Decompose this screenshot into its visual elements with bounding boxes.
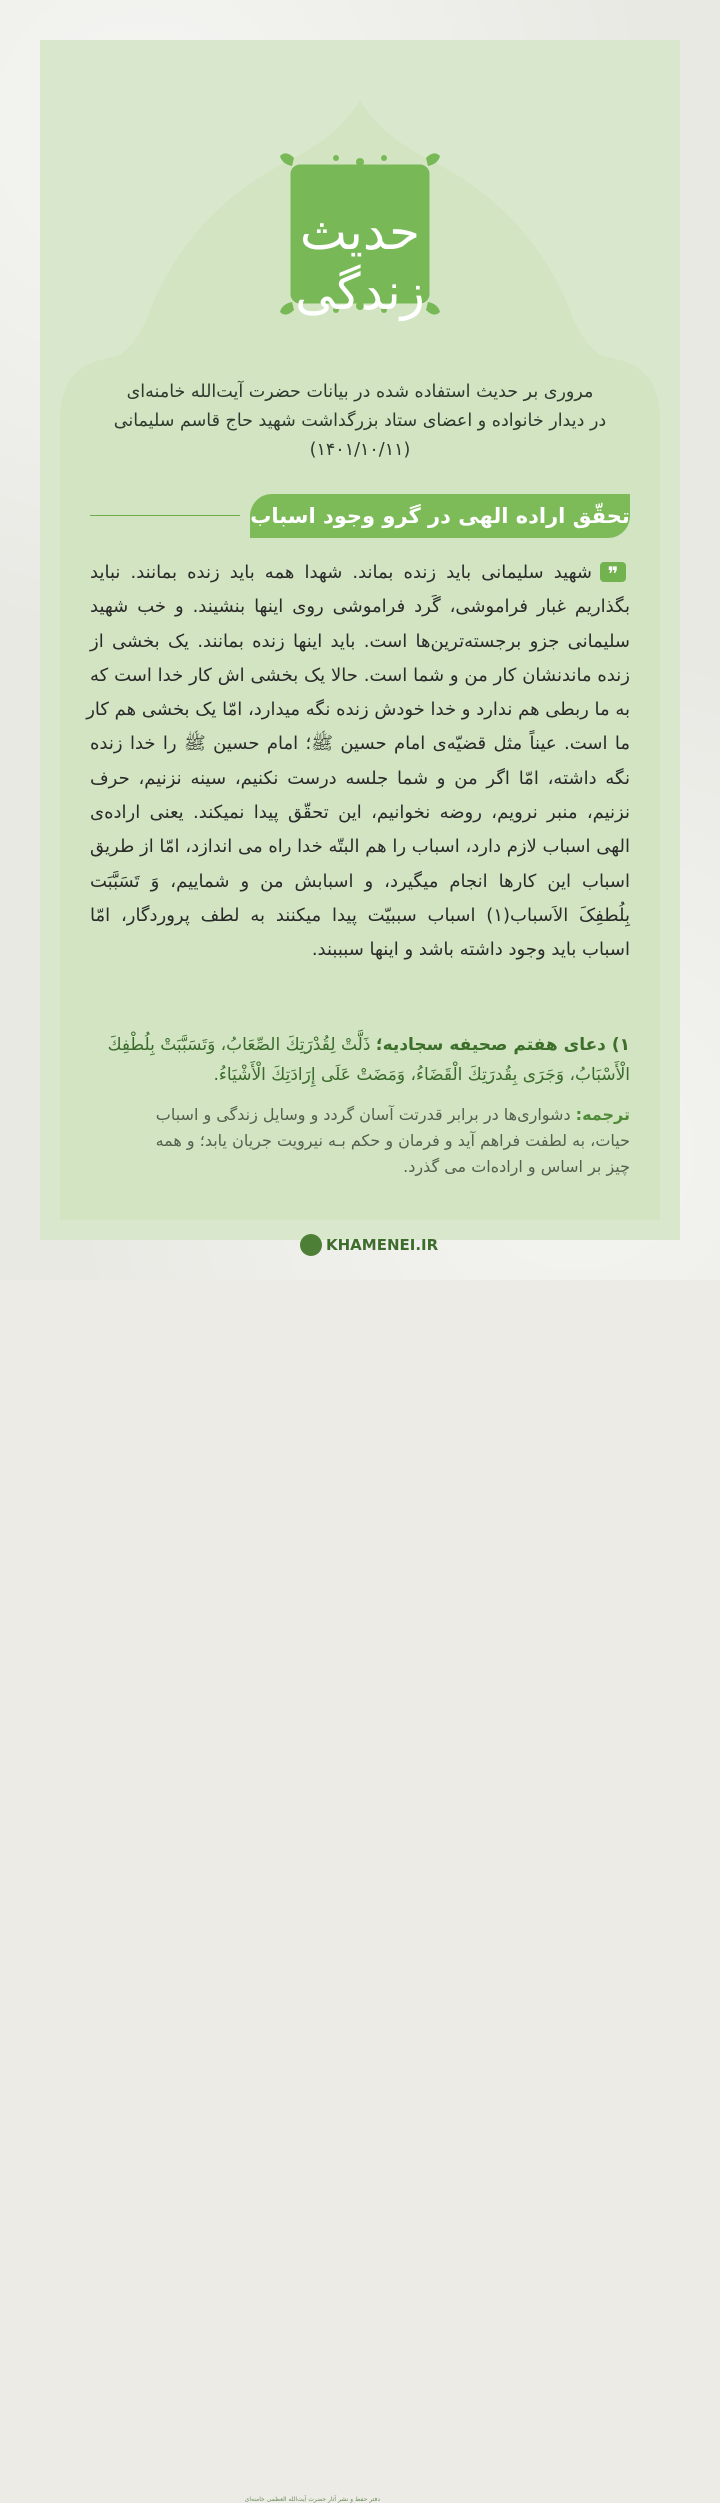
footnote xyxy=(90,1030,630,1090)
footer-brand xyxy=(244,1234,460,2503)
body-line: اسباب باید وجود داشته باشد و اینها سبببند. xyxy=(311,939,630,961)
translation-line-3: چیز بر اساس و اراده‌ات می گذرد. xyxy=(403,1157,630,1176)
body-line: نزنیم، منبر نرویم، روضه نخوانیم، این تحقّق پیدا نمیکند. یعنی اراده‌ی xyxy=(90,802,630,824)
footnote-arabic-2: الْأَسْبَابُ، وَجَرَى بِقُدرَتِكَ الْقَضَاءُ، وَمَضَتْ عَلَى إِرَادَتِكَ الْأَشْيَاءُ. xyxy=(213,1065,630,1085)
intro-text xyxy=(70,378,650,465)
footnote-label: ۱) دعای هفتم صحیفه سجادیه؛ xyxy=(375,1035,630,1055)
footnote-arabic-1: ذَلَّتْ لِقُدْرَتِكَ الصِّعَابُ، وَتَسَبَّبَتْ بِلُطْفِكَ xyxy=(107,1035,371,1055)
body-line: شهید سلیمانی باید زنده بماند. شهدا همه باید زنده بمانند. نباید xyxy=(90,562,592,583)
intro-date: (۱۴۰۱/۱۰/۱۱) xyxy=(309,440,411,460)
body-line: بِلُطفِکَ الاَسباب(۱) اسباب سببیّت پیدا میکنند به لطف پروردگار، امّا xyxy=(90,904,630,926)
quote-icon: ❞ xyxy=(600,562,626,582)
section-title: تحقّق اراده الهی در گرو وجود اسباب xyxy=(250,494,630,538)
body-line: ما است. عیناً مثل قضیّه‌ی امام حسین ﷺ؛ امام حسین ﷺ را خدا زنده xyxy=(90,733,630,755)
hadith-body xyxy=(86,556,630,968)
body-line: بگذاریم غبار فراموشی، گَرد فراموشی روی اینها بنشیند. و خب شهید xyxy=(90,596,630,618)
body-line: اسباب این کارها انجام میگیرد، و اسبابش من و شماییم، وَ تَسَبَّبَت xyxy=(90,870,630,892)
title-divider-left xyxy=(90,515,240,516)
translation-line-2: حیات، به لطفت فراهم آید و فرمان و حکم بـه نیرویت جریان یابد؛ و همه xyxy=(155,1131,630,1150)
footer-caption: دفتر حفظ و نشر آثار حضرت آیت‌الله العظمی خامنه‌ای xyxy=(244,2496,380,2503)
translation xyxy=(90,1102,630,1180)
intro-line-2: در دیدار خانواده و اعضای ستاد بزرگداشت شهید حاج قاسم سلیمانی xyxy=(113,411,607,431)
intro-line-1: مروری بر حدیث استفاده شده در بیانات حضرت آیت‌الله خامنه‌ای xyxy=(126,382,594,402)
translation-line-1: دشواری‌ها در برابر قدرتت آسان گردد و وسایل زندگی و اسباب xyxy=(155,1105,571,1124)
body-line: به ما ربطی هم ندارد و خدا خودش زنده نگه میدارد، امّا یک بخشی هم کار xyxy=(86,699,630,721)
section-title-row xyxy=(90,494,630,538)
hadith-zendegi-logo xyxy=(276,150,444,321)
site-name: KHAMENEI.IR xyxy=(326,1236,439,1254)
khamenei-logo-icon xyxy=(300,1234,322,1256)
translation-label: ترجمه: xyxy=(575,1105,630,1124)
logo-title: حدیث زندگی xyxy=(295,203,425,321)
body-line: نگه داشته، امّا اگر من و شما جلسه درست نکنیم، سینه نزنیم، حرف xyxy=(90,767,630,789)
body-line: سلیمانی جزو برجسته‌ترین‌ها است. باید اینها زنده بمانند. یک بخشی از xyxy=(90,630,630,652)
body-line: زنده ماندنشان کار من و شما است. حالا یک بخشی اش کار خدا است که xyxy=(90,664,630,686)
body-line: الهی اسباب لازم دارد، اسباب را هم البتّه خدا راه می اندازد، امّا از طریق xyxy=(90,836,630,858)
